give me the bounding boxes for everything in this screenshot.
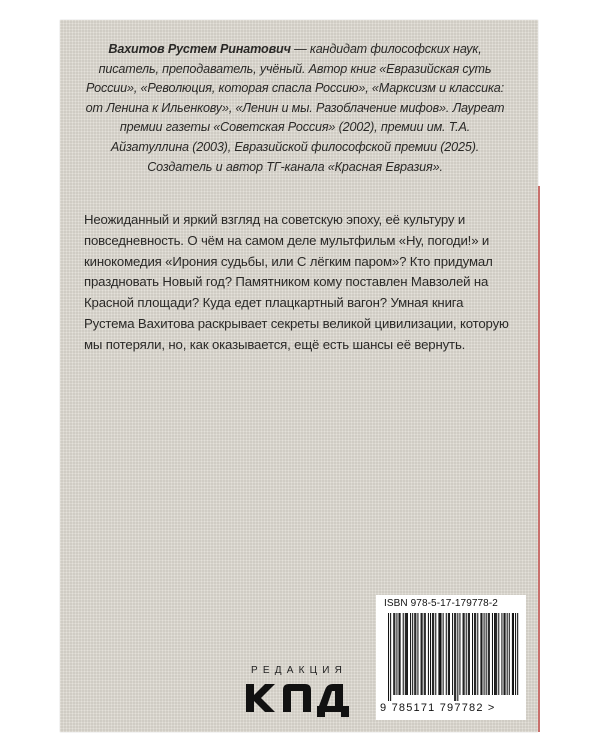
- barcode-bar: [455, 613, 456, 701]
- barcode-bar: [448, 613, 449, 695]
- publisher-caption: РЕДАКЦИЯ: [250, 665, 347, 676]
- barcode-bar: [388, 613, 389, 701]
- barcode-bar: [399, 613, 400, 695]
- barcode-bar: [515, 613, 516, 695]
- barcode-bar: [417, 613, 418, 695]
- barcode-bar: [449, 613, 450, 695]
- barcode-bar: [394, 613, 395, 695]
- isbn-text: ISBN 978-5-17-179778-2: [384, 598, 498, 609]
- barcode-bar: [484, 613, 485, 695]
- barcode-bar: [459, 613, 460, 695]
- barcode-bar: [495, 613, 496, 695]
- barcode-bar: [415, 613, 416, 695]
- barcode-bar: [477, 613, 478, 695]
- barcode-bar: [410, 613, 411, 695]
- barcode-bar: [452, 613, 453, 695]
- barcode-bar: [405, 613, 406, 695]
- barcode-bar: [498, 613, 499, 695]
- barcode-bar: [505, 613, 506, 695]
- barcode-bar: [469, 613, 470, 695]
- barcode-bar: [454, 613, 455, 701]
- barcode-bar: [393, 613, 394, 695]
- barcode-bar: [504, 613, 505, 695]
- spine-edge-stripe: [538, 186, 540, 732]
- barcode-bar: [492, 613, 493, 695]
- barcode-bar: [468, 613, 469, 695]
- barcode-bar: [475, 613, 476, 695]
- barcode-bar: [406, 613, 407, 695]
- barcode-bar: [435, 613, 436, 695]
- barcode-bar: [390, 613, 391, 701]
- barcode-bar: [513, 613, 514, 695]
- barcode-bar: [463, 613, 464, 695]
- barcode-bar: [421, 613, 422, 695]
- publisher-logo: [243, 681, 355, 719]
- barcode-bar: [512, 613, 513, 695]
- barcode-bar: [412, 613, 413, 695]
- barcode-bar: [517, 613, 518, 695]
- barcode-bar: [424, 613, 425, 695]
- barcode-bar: [414, 613, 415, 695]
- barcode-bar: [433, 613, 434, 695]
- barcode-bar: [481, 613, 482, 695]
- barcode-bar: [480, 613, 481, 695]
- author-name: Вахитов Рустем Ринатович: [108, 42, 291, 56]
- barcode-bar: [432, 613, 433, 695]
- barcode-bar: [509, 613, 510, 695]
- barcode-bar: [507, 613, 508, 695]
- barcode-bar: [430, 613, 431, 695]
- barcode-bar: [443, 613, 444, 695]
- book-annotation: Неожиданный и яркий взгляд на советскую эпоху, её культуру и повседневность. О чём на самом деле мультфильм «Ну, погоди!» и кинокомедия «Ирония судьбы, или С лёгким паром»? Кто придумал праздновать Новый год? Памятником кому поставлен Мавзолей на Красной площади? Куда едет плацкартный вагон? Умная книга Рустема Вахитова раскрывает секреты великой цивилизации, которую мы потеряли, но, как оказывается, ещё есть шансы её вернуть.: [84, 212, 509, 352]
- barcode-bar: [428, 613, 429, 695]
- barcode-bars: [384, 613, 522, 701]
- barcode-bar: [407, 613, 408, 695]
- barcode-bar: [403, 613, 404, 695]
- author-bio-text: — кандидат философских наук, писатель, преподаватель, учёный. Автор книг «Евразийская суть России», «Революция, которая спасла Россию», «Марксизм и классика: от Ленина к Ильенкову», «Ленин и мы. Разоблачение мифов». Лауреат премии газеты «Советская Россия» (2002), премии им. Т.А. Айзатуллина (2003), Евразийской философской премии (2025). Создатель и автор ТГ-канала «Красная Евразия».: [85, 42, 505, 174]
- barcode-bar: [489, 613, 490, 695]
- barcode-bar: [425, 613, 426, 695]
- barcode-bar: [488, 613, 489, 695]
- barcode-panel: [376, 595, 526, 720]
- barcode-bar: [486, 613, 487, 695]
- barcode-bar: [396, 613, 397, 695]
- barcode-bar: [501, 613, 502, 695]
- barcode-bar: [439, 613, 440, 695]
- barcode-bar: [441, 613, 442, 695]
- barcode-bar: [438, 613, 439, 695]
- barcode-bar: [446, 613, 447, 695]
- barcode-bar: [464, 613, 465, 695]
- barcode-bar: [457, 613, 458, 701]
- barcode-bar: [400, 613, 401, 695]
- barcode-bar: [466, 613, 467, 695]
- barcode-bar: [422, 613, 423, 695]
- barcode-bar: [494, 613, 495, 695]
- publisher-block: [233, 665, 365, 725]
- barcode-bar: [472, 613, 473, 695]
- barcode-digits: 9 785171 797782 >: [380, 702, 496, 714]
- barcode-bar: [496, 613, 497, 695]
- author-bio: [85, 40, 505, 177]
- barcode-bar: [474, 613, 475, 695]
